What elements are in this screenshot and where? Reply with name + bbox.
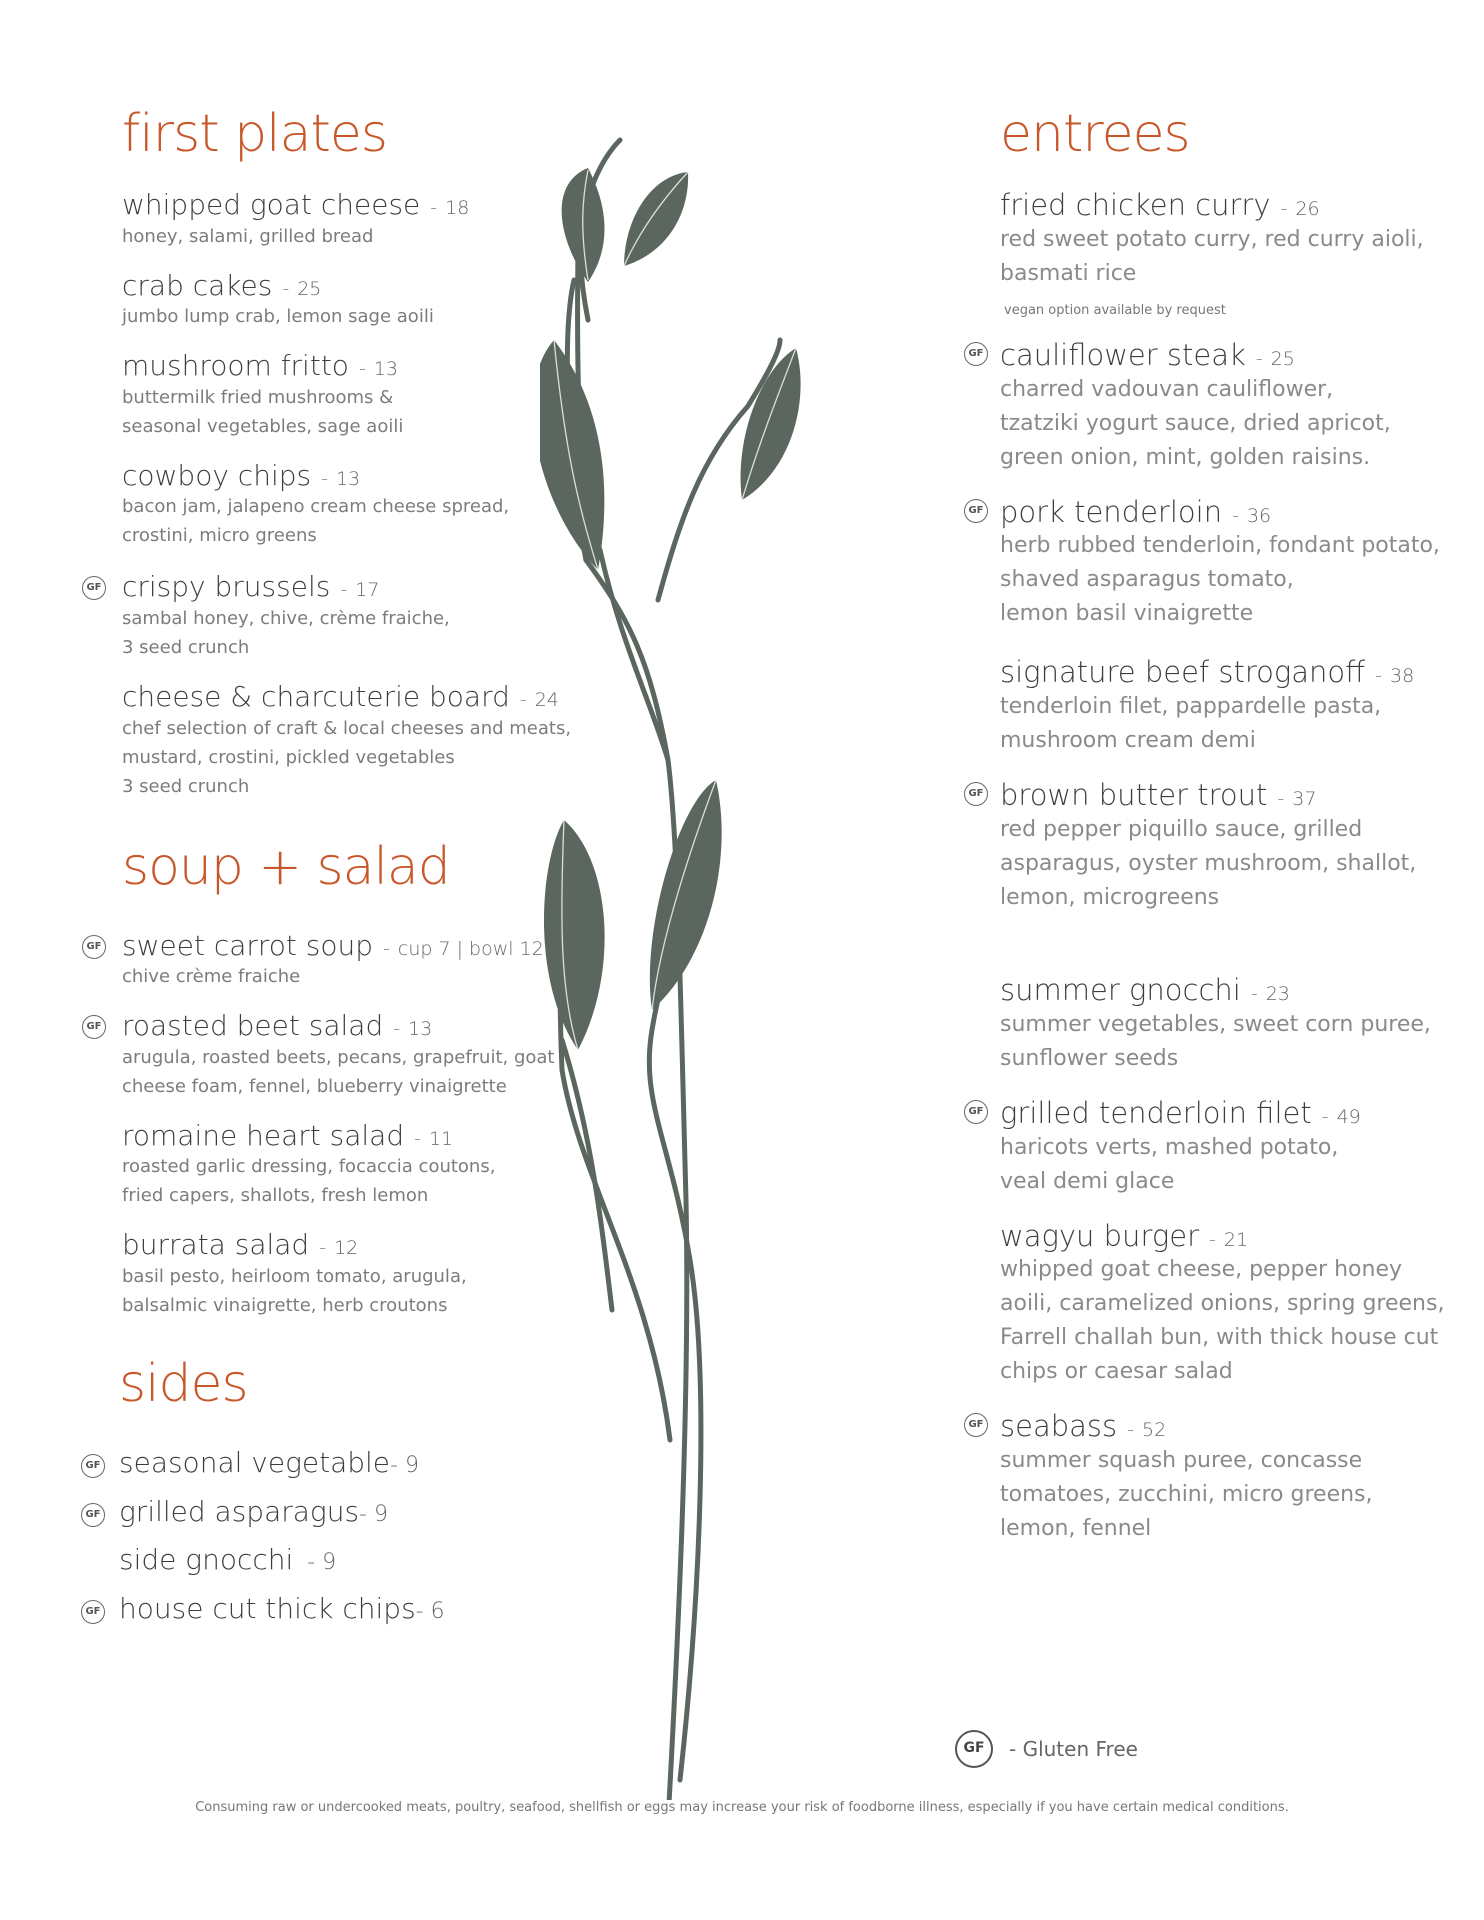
soup-salad-title: soup + salad bbox=[122, 836, 450, 897]
menu-item-price: 36 bbox=[1246, 504, 1272, 527]
menu-item-title: pork tenderloin bbox=[1000, 494, 1223, 529]
menu-item-separator: - bbox=[1277, 788, 1285, 811]
side-item bbox=[85, 1591, 579, 1626]
menu-item bbox=[968, 1095, 1460, 1199]
gluten-free-badge-icon: GF bbox=[964, 342, 988, 366]
leaf-6 bbox=[650, 780, 722, 1010]
menu-item-description: roasted garlic dressing, focaccia coutons, bbox=[122, 1156, 496, 1178]
menu-item-description: lemon basil vinaigrette bbox=[1000, 601, 1254, 627]
menu-item-description: chips or caesar salad bbox=[1000, 1359, 1233, 1385]
menu-item bbox=[968, 337, 1460, 475]
menu-item-title: signature beef stroganoff bbox=[1000, 655, 1366, 690]
menu-item-description: herb rubbed tenderloin, fondant potato, bbox=[1000, 533, 1440, 559]
menu-item-price: 25 bbox=[1270, 347, 1295, 370]
menu-item-separator: - bbox=[393, 1018, 401, 1041]
menu-item-separator: - bbox=[430, 197, 438, 219]
menu-item bbox=[1000, 655, 1460, 758]
gluten-free-badge-icon: GF bbox=[81, 1503, 105, 1527]
menu-item-price: 25 bbox=[297, 277, 322, 300]
first-plates-title: first plates bbox=[122, 104, 387, 164]
menu-item-name bbox=[122, 570, 582, 604]
sides-list bbox=[85, 1445, 579, 1625]
menu-item-description: charred vadouvan cauliflower, bbox=[1000, 376, 1334, 402]
menu-item-title: crab cakes bbox=[122, 268, 273, 302]
side-item-name: grilled asparagus bbox=[119, 1494, 360, 1528]
menu-item-description: balsalmic vinaigrette, herb croutons bbox=[122, 1294, 448, 1316]
menu-item-price: 24 bbox=[534, 688, 559, 711]
menu-item-title: cowboy chips bbox=[122, 458, 312, 492]
menu-item-name bbox=[122, 459, 582, 493]
menu-item bbox=[86, 570, 582, 662]
menu-item bbox=[122, 188, 582, 251]
menu-item bbox=[122, 680, 582, 801]
side-item bbox=[119, 1543, 579, 1577]
menu-item bbox=[122, 459, 582, 551]
menu-item-separator: - bbox=[1232, 504, 1239, 527]
menu-item-description: veal demi glace bbox=[1000, 1168, 1175, 1194]
menu-item-description: red sweet potato curry, red curry aioli, bbox=[1000, 226, 1424, 252]
entrees-list bbox=[968, 188, 1460, 1546]
leaf-4 bbox=[540, 340, 604, 570]
food-safety-disclaimer: Consuming raw or undercooked meats, poultry, seafood, shellfish or eggs may increase your risk of foodborne illness, especially if you have certain medical conditions. bbox=[195, 1800, 1289, 1815]
menu-item-separator: - bbox=[282, 277, 290, 300]
menu-item-description: honey, salami, grilled bread bbox=[122, 225, 374, 247]
menu-item-separator: - bbox=[1375, 665, 1382, 688]
menu-item-description: aoili, caramelized onions, spring greens, bbox=[1000, 1291, 1445, 1317]
menu-item-description: buttermilk fried mushrooms & bbox=[122, 386, 394, 408]
menu-item-description: arugula, roasted beets, pecans, grapefruit, goat bbox=[122, 1046, 555, 1068]
gluten-free-badge-icon: GF bbox=[81, 1600, 105, 1624]
side-item-name: house cut thick chips bbox=[119, 1591, 416, 1625]
menu-item-title: summer gnocchi bbox=[1000, 972, 1241, 1007]
menu-item-name bbox=[1000, 1219, 1460, 1254]
menu-item-name bbox=[122, 269, 582, 303]
menu-item-title: brown butter trout bbox=[1000, 778, 1268, 813]
menu-item bbox=[122, 349, 582, 441]
side-item-name: side gnocchi bbox=[119, 1543, 294, 1577]
leaf-vine-illustration bbox=[540, 80, 960, 1800]
menu-item-title: sweet carrot soup bbox=[122, 928, 374, 962]
menu-item-description: sunflower seeds bbox=[1000, 1045, 1179, 1071]
menu-item-title: wagyu burger bbox=[1000, 1218, 1200, 1253]
side-item-price: - 9 bbox=[293, 1550, 337, 1576]
menu-item bbox=[968, 778, 1460, 915]
menu-item-price: 13 bbox=[335, 467, 361, 490]
menu-item bbox=[1000, 188, 1460, 318]
soup-salad-list bbox=[86, 928, 582, 1320]
gluten-free-badge-icon: GF bbox=[964, 1413, 988, 1437]
menu-item-title: cheese & charcuterie board bbox=[122, 679, 510, 713]
menu-item-title: roasted beet salad bbox=[122, 1009, 384, 1043]
menu-item-separator: - bbox=[1209, 1228, 1216, 1251]
menu-item-price: 17 bbox=[355, 579, 380, 602]
menu-item-separator: - bbox=[414, 1127, 421, 1150]
leaf-5 bbox=[544, 820, 605, 1050]
first-plates-list bbox=[86, 188, 582, 801]
menu-item-name bbox=[1000, 778, 1460, 813]
menu-item-price: 21 bbox=[1223, 1228, 1249, 1251]
menu-item-name bbox=[1000, 1096, 1460, 1131]
gluten-free-badge-icon: GF bbox=[964, 499, 988, 523]
menu-item-separator: - bbox=[1127, 1419, 1134, 1442]
gluten-free-badge-icon: GF bbox=[955, 1730, 993, 1768]
menu-item-name bbox=[1000, 495, 1460, 530]
menu-item bbox=[968, 494, 1460, 632]
menu-item-title: grilled tenderloin filet bbox=[1000, 1095, 1312, 1130]
menu-item-description: summer vegetables, sweet corn puree, bbox=[1000, 1011, 1431, 1037]
menu-item bbox=[1000, 1219, 1460, 1390]
menu-item-description: tzatziki yogurt sauce, dried apricot, bbox=[1000, 410, 1391, 436]
menu-item-description: lemon, fennel bbox=[1000, 1516, 1152, 1542]
menu-item-description: basil pesto, heirloom tomato, arugula, bbox=[122, 1265, 467, 1287]
left-column bbox=[85, 104, 582, 1640]
menu-item bbox=[122, 269, 582, 332]
menu-item-separator: - bbox=[319, 1237, 327, 1260]
menu-item-description: shaved asparagus tomato, bbox=[1000, 567, 1294, 593]
menu-item-name bbox=[1000, 655, 1460, 690]
side-item bbox=[85, 1445, 579, 1480]
menu-item-price: 18 bbox=[445, 197, 470, 219]
menu-item-description: haricots verts, mashed potato, bbox=[1000, 1134, 1339, 1160]
menu-item-description: summer squash puree, concasse bbox=[1000, 1448, 1363, 1474]
menu-item-description: asparagus, oyster mushroom, shallot, bbox=[1000, 850, 1417, 876]
menu-item-description: sambal honey, chive, crème fraiche, bbox=[122, 607, 450, 629]
gluten-free-badge-icon: GF bbox=[82, 576, 106, 600]
menu-item-note: vegan option available by request bbox=[1004, 302, 1226, 318]
menu-item-price: 38 bbox=[1389, 665, 1415, 688]
menu-item-description: crostini, micro greens bbox=[122, 525, 317, 547]
menu-item-description: jumbo lump crab, lemon sage aoili bbox=[122, 306, 434, 328]
menu-item-description: fried capers, shallots, fresh lemon bbox=[122, 1185, 429, 1207]
menu-item-description: 3 seed crunch bbox=[122, 775, 250, 797]
menu-item-separator: - bbox=[1280, 198, 1288, 220]
menu-item-description: green onion, mint, golden raisins. bbox=[1000, 444, 1371, 470]
gluten-free-badge-icon: GF bbox=[82, 935, 106, 959]
menu-item-title: mushroom fritto bbox=[122, 349, 349, 383]
gluten-free-badge-icon: GF bbox=[82, 1015, 106, 1039]
gluten-free-legend-label: - Gluten Free bbox=[1009, 1737, 1138, 1761]
menu-item-name bbox=[1000, 1409, 1460, 1444]
gluten-free-badge-icon: GF bbox=[964, 1100, 988, 1124]
menu-item-name bbox=[122, 680, 582, 714]
menu-item-name bbox=[1000, 188, 1460, 223]
menu-item-description: tenderloin filet, pappardelle pasta, bbox=[1000, 694, 1382, 720]
menu-item-name bbox=[122, 188, 582, 222]
menu-item-description: tomatoes, zucchini, micro greens, bbox=[1000, 1482, 1373, 1508]
menu-item-description: chef selection of craft & local cheeses and meats, bbox=[122, 717, 572, 739]
menu-item-title: fried chicken curry bbox=[1000, 188, 1271, 222]
menu-item-name bbox=[122, 1228, 582, 1262]
menu-item-title: cauliflower steak bbox=[1000, 337, 1246, 372]
side-item-price: - 6 bbox=[415, 1598, 445, 1624]
menu-item-price: 13 bbox=[373, 358, 398, 381]
menu-item-description: mushroom cream demi bbox=[1000, 728, 1256, 754]
menu-item-name bbox=[122, 349, 582, 383]
menu-item-title: whipped goat cheese bbox=[122, 188, 421, 221]
side-item bbox=[85, 1494, 579, 1529]
entrees-title: entrees bbox=[1000, 104, 1190, 164]
menu-item-description: cheese foam, fennel, blueberry vinaigrette bbox=[122, 1075, 507, 1097]
gluten-free-legend bbox=[955, 1730, 1138, 1768]
menu-item bbox=[122, 1119, 582, 1211]
menu-item-name bbox=[1000, 973, 1460, 1008]
menu-item-description: whipped goat cheese, pepper honey bbox=[1000, 1257, 1402, 1283]
menu-item-separator: - bbox=[1255, 347, 1263, 370]
menu-item-name bbox=[122, 1009, 582, 1043]
menu-item-description: 3 seed crunch bbox=[122, 636, 250, 658]
menu-item-price: cup 7 | bowl 12 bbox=[397, 937, 544, 960]
side-item-price: - 9 bbox=[390, 1452, 419, 1478]
menu-item bbox=[968, 1409, 1460, 1546]
menu-item-separator: - bbox=[383, 937, 390, 960]
menu-item-price: 11 bbox=[428, 1127, 454, 1150]
menu-item-price: 26 bbox=[1295, 198, 1320, 220]
side-item-price: - 9 bbox=[359, 1501, 388, 1527]
menu-item-description: bacon jam, jalapeno cream cheese spread, bbox=[122, 496, 510, 518]
menu-item-price: 49 bbox=[1336, 1105, 1361, 1128]
menu-item-separator: - bbox=[321, 467, 328, 490]
menu-item-description: mustard, crostini, pickled vegetables bbox=[122, 746, 455, 768]
menu-item-separator: - bbox=[358, 358, 366, 381]
menu-item-separator: - bbox=[1250, 982, 1258, 1005]
menu-item-name bbox=[122, 1119, 582, 1153]
menu-item-description: red pepper piquillo sauce, grilled bbox=[1000, 816, 1363, 842]
leaf-2 bbox=[624, 172, 688, 266]
menu-item-title: burrata salad bbox=[122, 1228, 310, 1262]
menu-item bbox=[86, 1009, 582, 1101]
menu-item-title: seabass bbox=[1000, 1409, 1118, 1444]
menu-item-separator: - bbox=[1321, 1105, 1329, 1128]
menu-item-price: 12 bbox=[334, 1237, 359, 1260]
menu-item-separator: - bbox=[519, 688, 527, 711]
gluten-free-badge-icon: GF bbox=[964, 782, 988, 806]
menu-item-name bbox=[1000, 338, 1460, 373]
menu-item bbox=[86, 928, 582, 992]
menu-item-description: basmati rice bbox=[1000, 260, 1137, 286]
menu-item-description: lemon, microgreens bbox=[1000, 884, 1220, 910]
menu-item bbox=[122, 1228, 582, 1320]
menu-item bbox=[1000, 973, 1460, 1076]
menu-item-price: 52 bbox=[1141, 1419, 1167, 1442]
menu-item-price: 37 bbox=[1292, 788, 1317, 811]
menu-item-title: crispy brussels bbox=[122, 570, 331, 604]
menu-item-name bbox=[122, 929, 582, 963]
menu-item-description: Farrell challah bun, with thick house cut bbox=[1000, 1325, 1439, 1351]
menu-item-description: seasonal vegetables, sage aoili bbox=[122, 415, 404, 437]
menu-item-title: romaine heart salad bbox=[122, 1118, 405, 1152]
right-column bbox=[968, 104, 1460, 1566]
sides-title: sides bbox=[119, 1353, 248, 1414]
menu-item-description: chive crème fraiche bbox=[122, 966, 301, 988]
gluten-free-badge-icon: GF bbox=[81, 1454, 105, 1478]
menu-item-separator: - bbox=[340, 579, 348, 602]
side-item-name: seasonal vegetable bbox=[119, 1445, 391, 1479]
menu-item-price: 13 bbox=[408, 1018, 433, 1041]
menu-item-price: 23 bbox=[1265, 982, 1290, 1005]
